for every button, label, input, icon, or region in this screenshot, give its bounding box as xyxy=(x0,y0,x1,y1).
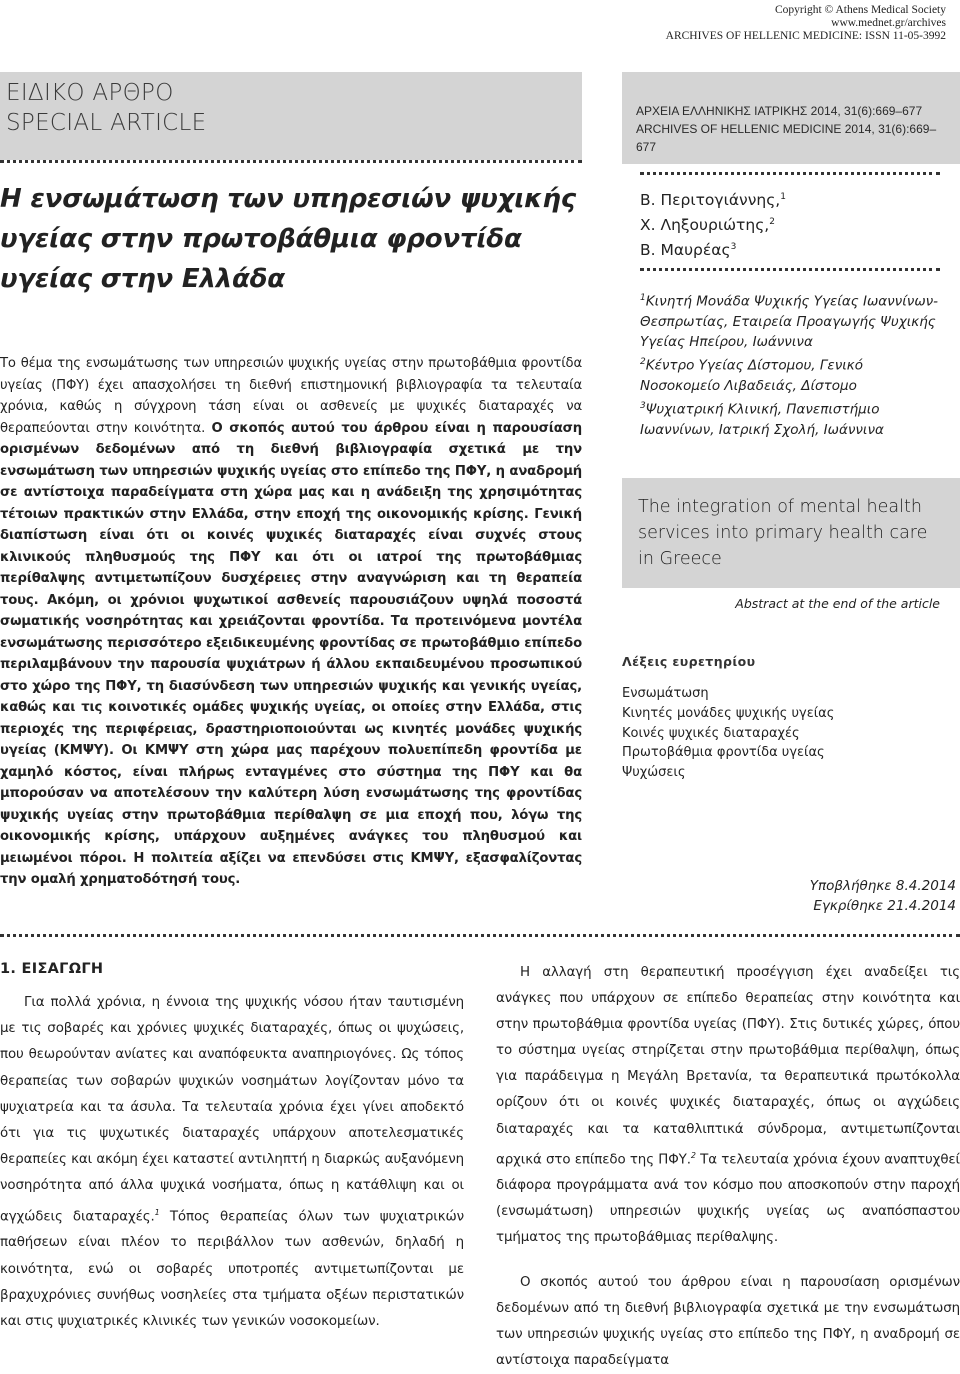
journal-citation-gr: ΑΡΧΕΙΑ ΕΛΛΗΝΙΚΗΣ ΙΑΤΡΙΚΗΣ 2014, 31(6):669–677 xyxy=(636,104,923,118)
accepted-date: Εγκρίθηκε 21.4.2014 xyxy=(813,898,956,914)
journal-info xyxy=(622,72,960,164)
keyword-item: Κοινές ψυχικές διαταραχές xyxy=(622,725,800,741)
affiliation xyxy=(640,288,940,352)
affiliation-text: Κέντρο Υγείας Δίστομου, Γενικό Νοσοκομείο Λιβαδειάς, Δίστομο xyxy=(640,357,864,395)
affiliation-sup: 1 xyxy=(640,293,646,303)
keyword-item: Ενσωμάτωση xyxy=(622,686,709,701)
affiliation-sup: 3 xyxy=(640,401,646,412)
submitted-date: Υποβλήθηκε 8.4.2014 xyxy=(809,878,956,894)
paragraph xyxy=(496,960,960,1252)
dotted-divider xyxy=(640,172,940,175)
affiliation-list xyxy=(640,288,940,441)
author-sup: 2 xyxy=(769,217,775,228)
paragraph-text: Η αλλαγή στη θεραπευτική προσέγγιση έχει αναδείξει τις ανάγκες που υπάρχουν σε επίπεδο θεραπείας στην κοινότητα και στην πρωτοβάθμια φροντίδα υγείας (ΠΦΥ). Στις δυτικές χώρες, όπου το σύστημα υγείας στηρίζεται στην πρωτοβάθμια περίθαλψη, όπως για παράδειγμα η Μεγάλη Βρετανία, τα θεραπευτικά πρωτόκολλα ορίζουν ότι οι κοινές ψυχικές διαταραχές, όπως οι αγχώδεις διαταραχές και τα καταθλιπτικά σύνδρομα, αντιμετωπίζονται αρχικά στο επίπεδο της ΠΦΥ. xyxy=(496,965,960,1168)
body-column-right xyxy=(496,960,960,1374)
section-heading: 1. ΕΙΣΑΓΩΓΗ xyxy=(0,961,104,977)
author xyxy=(640,236,940,261)
affiliation xyxy=(640,352,940,396)
affiliation-text: Κινητή Μονάδα Ψυχικής Υγείας Ιωαννίνων-Θεσπρωτίας, Εταιρεία Προαγωγής Ψυχικής Υγείας Ηπείρου, Ιωάννινα xyxy=(640,293,939,351)
paragraph-text: Για πολλά χρόνια, η έννοια της ψυχικής νόσου ήταν ταυτισμένη με τις σοβαρές και χρόνιες ψυχικές διαταραχές, όπως οι ψυχώσεις, που θεωρούνταν ανίατες και αναπόφευκτα αναπηριογόνες. Ως τόπος θεραπείας των σοβαρών ψυχικών νοσημάτων λογίζονταν μόνο τα ψυχιατρεία και τα άσυλα. Τα τελευταία χρόνια έχει γίνει αποδεκτό ότι για τις ψυχωτικές διαταραχές υπάρχουν αποτελεσματικές θεραπείες και ακόμη έχει καταστεί αντιληπτή η διαρκώς αυξανόμενη νοσηρότητα από άλλα ψυχικά νοσήματα, όπως η κατάθλιψη και οι αγχώδεις διαταραχές. xyxy=(0,995,464,1225)
paragraph-text: Τόπος θεραπείας όλων των ψυχιατρικών παθήσεων είναι πλέον το περιβάλλον των ασθενών, δηλαδή η κοινότητα, ενώ οι σοβαρές υποτροπές αντιμετωπίζονται με βραχυχρόνιες συνήθως νοσηλείες στα τμήματα οξέων περιστατικών και στις ψυχιατρικές κλινικές των γενικών νοσοκομείων. xyxy=(0,1209,464,1329)
article-title-gr: Η ενσωμάτωση των υπηρεσιών ψυχικής υγείας στην πρωτοβάθμια φροντίδα υγείας στην Ελλάδα xyxy=(0,184,576,294)
paragraph-text: Τα τελευταία χρόνια έχουν αναπτυχθεί διάφορα προγράμματα ανά τον κόσμο που αποσκοπούν στην παροχή (ενσωμάτωση) υπηρεσιών ψυχικής υγείας ως αναπόσπαστου τμήματος της πρωτοβάθμιας περίθαλψης. xyxy=(496,1152,960,1246)
copyright-line: Copyright © Athens Medical Society xyxy=(775,4,946,16)
author-list xyxy=(640,186,940,261)
citation-sup: 2 xyxy=(690,1150,696,1160)
keywords-title: Λέξεις ευρετηρίου xyxy=(622,654,756,669)
article-title-en: The integration of mental health services into primary health care in Greece xyxy=(622,478,960,588)
paragraph xyxy=(0,990,464,1335)
article-type-gr: ΕΙΔΙΚΟ ΑΡΘΡΟ xyxy=(6,80,174,106)
author-name: Β. Μαυρέας xyxy=(640,241,731,260)
paragraph-text: Ο σκοπός αυτού του άρθρου είναι η παρουσίαση ορισμένων δεδομένων από τη διεθνή βιβλιογραφία σχετικά με την ενσωμάτωση των υπηρεσιών ψυχικής υγείας στο επίπεδο της ΠΦΥ, η αναδρομή σε αντίστοιχα παραδείγματα xyxy=(496,1274,960,1368)
body-column-left xyxy=(0,990,464,1335)
article-type-band xyxy=(0,72,582,160)
author-sup: 1 xyxy=(780,192,786,202)
affiliation-text: Ψυχιατρική Κλινική, Πανεπιστήμιο Ιωαννίνων, Ιατρική Σχολή, Ιωάννινα xyxy=(640,401,884,439)
keyword-item: Πρωτοβάθμια φροντίδα υγείας xyxy=(622,745,825,761)
citation-sup: 1 xyxy=(154,1207,160,1217)
affiliation-sup: 2 xyxy=(640,357,646,368)
keywords-list xyxy=(622,684,952,783)
author xyxy=(640,186,940,211)
article-type-en: SPECIAL ARTICLE xyxy=(6,110,207,136)
affiliation xyxy=(640,396,940,440)
abstract-note: Abstract at the end of the article xyxy=(735,596,940,611)
paragraph xyxy=(496,1270,960,1374)
journal-band xyxy=(622,72,960,164)
author-sup: 3 xyxy=(730,242,737,253)
article-dates xyxy=(700,876,956,916)
abstract-gr xyxy=(0,353,582,891)
dotted-divider xyxy=(640,268,940,271)
abstract-body: Ο σκοπός αυτού του άρθρου είναι η παρουσίαση ορισμένων δεδομένων από τη διεθνή βιβλιογραφία σχετικά με την ενσωμάτωση των υπηρεσιών ψυχικής υγείας στο επίπεδο της ΠΦΥ, η αναδρομή σε αντίστοιχα παραδείγματα στη χώρα μας και η ανάδειξη της χρησιμότητας τέτοιων πρακτικών στην Ελλάδα, στην εποχή της οικονομικής κρίσης. Γενική διαπίστωση είναι ότι οι κοινές ψυχικές διαταραχές είναι συχνές στους κλινικούς πληθυσμούς της ΠΦΥ και ότι οι ιατροί της πρωτοβάθμιας περίθαλψης αντιμετωπίζουν δυσχέρειες στην αναγνώριση και τη θεραπεία τους. Ακόμη, οι χρόνιοι ψυχωτικοί ασθενείς παρουσιάζουν υψηλά ποσοστά σωματικής νοσηρότητας και χρειάζονται φροντίδα. Τα προτεινόμενα μοντέλα ενσωμάτωσης περισσότερο εξειδικευμένης φροντίδας σε πρωτοβάθμιο επίπεδο περιλαμβάνουν την παρουσία ψυχιάτρων ή άλλου εκπαιδευμένου προσωπικού στο χώρο της ΠΦΥ, τη διασύνδεση των υπηρεσιών ψυχικής και γενικής υγείας, καθώς και τις κοινοτικές ομάδες ψυχικής υγείας, οι οποίες στην Ελλάδα, στις περιοχές της περιφέρειας, δραστηριοποιούνται ως κινητές μονάδες ψυχικής υγείας (ΚΜΨΥ). Οι ΚΜΨΥ στη χώρα μας παρέχουν πολυεπίπεδη φροντίδα με χαμηλό κόστος, είναι πλήρως ενταγμένες στο σύστημα της ΠΦΥ και θα μπορούσαν να αποτελέσουν την καλύτερη λύση ενσωμάτωσης της φροντίδας ψυχικής υγείας στην πρωτοβάθμια περίθαλψη σε μια εποχή που, λόγω της οικονομικής κρίσης, υπάρχουν αυξημένες ανάγκες του πληθυσμού και μειωμένοι πόροι. Η πολιτεία αξίζει να επενδύσει στις ΚΜΨΥ, εξασφαλίζοντας την ομαλή χρηματοδότησή τους. xyxy=(0,420,582,887)
abstract-lead: Το θέμα της ενσωμάτωσης των υπηρεσιών ψυχικής υγείας στην πρωτοβάθμια φροντίδα υγείας (ΠΦΥ) έχει απασχολήσει τη διεθνή επιστημονική βιβλιογραφία τα τελευταία χρόνια, καθώς η σύγχρονη τάση είναι οι ασθενείς με ψυχικές διαταραχές να θεραπεύονται στην κοινότητα. xyxy=(0,356,582,436)
article-header xyxy=(0,72,582,299)
issn-line: ARCHIVES OF HELLENIC MEDICINE: ISSN 11-05-3992 xyxy=(665,30,946,42)
author-name: Β. Περιτογιάννης, xyxy=(640,191,781,210)
dotted-divider xyxy=(0,934,960,937)
keyword-item: Ψυχώσεις xyxy=(622,765,686,781)
journal-citation-en: ARCHIVES OF HELLENIC MEDICINE 2014, 31(6):669–677 xyxy=(636,122,937,154)
journal-url[interactable]: www.mednet.gr/archives xyxy=(831,17,946,29)
keyword-item: Κινητές μονάδες ψυχικής υγείας xyxy=(622,705,835,721)
author xyxy=(640,211,940,236)
copyright-block xyxy=(666,4,946,43)
author-name: Χ. Ληξουριώτης, xyxy=(640,216,770,235)
